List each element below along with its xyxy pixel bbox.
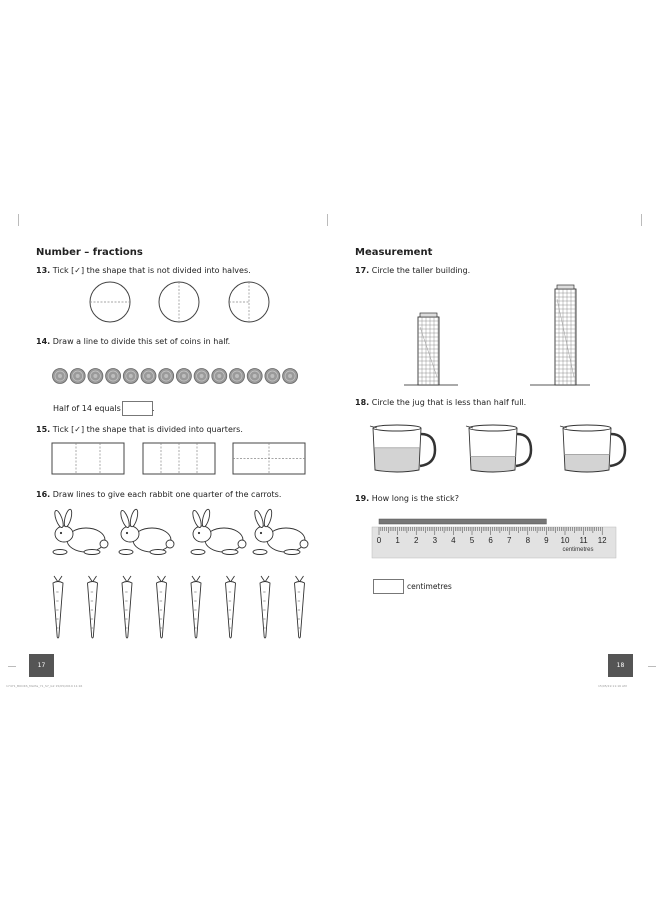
carrot <box>295 576 305 638</box>
short-building[interactable] <box>418 313 439 385</box>
coin <box>141 369 156 384</box>
coin <box>176 369 191 384</box>
question-18 <box>355 398 526 407</box>
question-number: 13. <box>36 266 51 275</box>
question-text: Draw lines to give each rabbit one quarter of the carrots. <box>52 490 282 499</box>
ruler-unit-label: centimetres <box>562 547 594 553</box>
half-of-14-label: Half of 14 equals <box>53 404 121 413</box>
half-answer-box[interactable] <box>122 401 153 416</box>
halves-shapes <box>80 280 280 328</box>
ruler-tick-label: 4 <box>451 536 456 545</box>
coin <box>159 369 174 384</box>
question-text: Circle the jug that is less than half full. <box>371 398 527 407</box>
question-number: 16. <box>36 490 51 499</box>
coin <box>212 369 227 384</box>
carrot <box>157 576 167 638</box>
ruler-tick-label: 0 <box>376 536 382 545</box>
ruler-tick-label: 2 <box>413 536 419 545</box>
rabbit <box>253 509 308 555</box>
coin <box>53 369 68 384</box>
coin <box>106 369 121 384</box>
question-number: 14. <box>36 337 51 346</box>
question-13 <box>36 266 251 275</box>
question-text: How long is the stick? <box>371 494 459 503</box>
page-number-right: 18 <box>608 654 633 677</box>
section-title-fractions: Number – fractions <box>36 247 143 258</box>
question-number: 17. <box>355 266 370 275</box>
rabbit-row <box>48 505 318 557</box>
crop-mark <box>8 666 16 667</box>
question-number: 15. <box>36 425 51 434</box>
ruler-tick-label: 9 <box>544 536 549 545</box>
ruler-tick-label: 12 <box>597 536 607 545</box>
coin <box>123 369 138 384</box>
jug[interactable] <box>466 425 531 472</box>
crop-mark <box>18 214 19 226</box>
carrot <box>260 576 270 638</box>
coin <box>194 369 209 384</box>
carrot-row <box>45 574 315 640</box>
carrot <box>226 576 236 638</box>
answer-period: . <box>152 404 155 413</box>
question-number: 18. <box>355 398 370 407</box>
ruler-tick-label: 11 <box>579 536 588 545</box>
page-number-left: 17 <box>29 654 54 677</box>
stick <box>379 519 546 524</box>
centimetres-label: centimetres <box>407 582 452 591</box>
ruler-tick-label: 5 <box>469 536 475 545</box>
rabbit <box>53 509 108 555</box>
rectangle-shape-a[interactable] <box>52 443 124 474</box>
jug[interactable] <box>370 425 435 472</box>
rectangle-shape-c[interactable] <box>233 443 305 474</box>
rectangle-shape-b[interactable] <box>143 443 215 474</box>
ruler-tick-label: 3 <box>432 536 438 545</box>
coin <box>283 369 298 384</box>
jugs-figure <box>365 420 630 478</box>
quarters-shapes <box>50 442 310 476</box>
question-text: Circle the taller building. <box>371 266 471 275</box>
question-number: 19. <box>355 494 370 503</box>
circle-shape-c[interactable] <box>229 282 269 322</box>
print-footer-left: 17471_BOOKS_Maths_Y1_S7_G2 15/05/2019 11:16 <box>6 684 83 688</box>
carrot <box>191 576 201 638</box>
ruler-tick-label: 6 <box>488 536 493 545</box>
coin <box>230 369 245 384</box>
crop-mark <box>641 214 642 226</box>
crop-mark <box>327 214 328 226</box>
section-title-measurement: Measurement <box>355 247 433 258</box>
coin <box>88 369 103 384</box>
jug[interactable] <box>560 425 625 472</box>
rabbit <box>119 509 174 555</box>
coin-row[interactable] <box>50 366 310 386</box>
question-text: Tick [✓] the shape that is divided into quarters. <box>52 425 243 434</box>
tall-building[interactable] <box>555 285 576 385</box>
ruler-tick-label: 1 <box>395 536 400 545</box>
question-15 <box>36 425 243 434</box>
question-14 <box>36 337 230 346</box>
rabbit <box>191 509 246 555</box>
circle-shape-a[interactable] <box>90 282 130 322</box>
question-text: Tick [✓] the shape that is not divided into halves. <box>52 266 251 275</box>
ruler-tick-label: 8 <box>525 536 531 545</box>
buildings-figure <box>400 283 600 387</box>
crop-mark <box>648 666 656 667</box>
ruler-figure <box>370 518 620 560</box>
ruler-tick-label: 7 <box>506 536 512 545</box>
carrot <box>88 576 98 638</box>
circle-shape-b[interactable] <box>159 282 199 322</box>
carrot <box>53 576 63 638</box>
question-19 <box>355 494 459 503</box>
coin <box>247 369 262 384</box>
print-footer-right: 15/05/19 11:16 AM <box>598 684 627 688</box>
stick-length-answer-box[interactable] <box>373 579 404 594</box>
coin <box>265 369 280 384</box>
coin <box>70 369 85 384</box>
ruler-tick-label: 10 <box>560 536 570 545</box>
question-17 <box>355 266 470 275</box>
question-16 <box>36 490 281 499</box>
question-text: Draw a line to divide this set of coins in half. <box>52 337 231 346</box>
carrot <box>122 576 132 638</box>
